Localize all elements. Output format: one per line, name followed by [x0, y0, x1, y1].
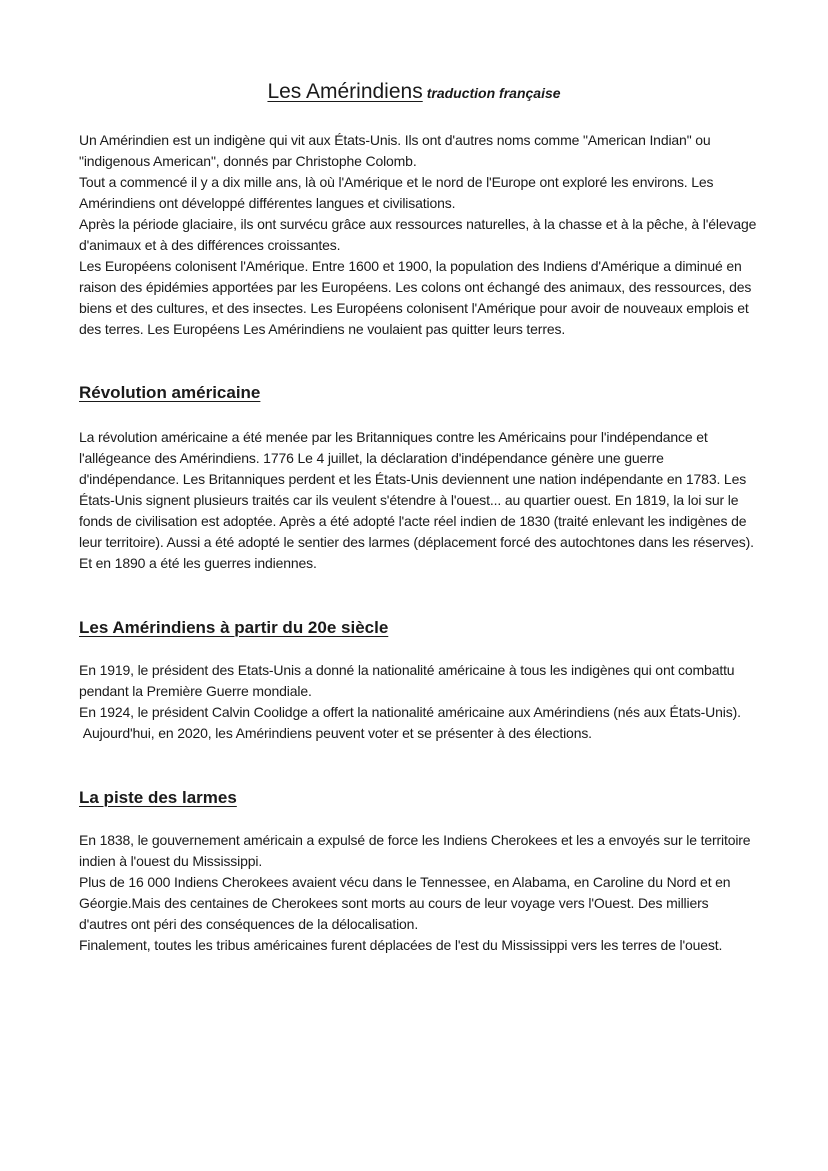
intro-block — [79, 130, 759, 340]
section-heading-20e-siecle: Les Amérindiens à partir du 20e siècle — [79, 618, 389, 637]
section-paragraph: La révolution américaine a été menée par les Britanniques contre les Américains pour l'indépendance et l'allégeance des Amérindiens. 1776 Le 4 juillet, la déclaration d'indépendance génère une guerre d'indépendance. Les Britanniques perdent et les États-Unis deviennent une nation indépendante en 1783. Les États-Unis signent plusieurs traités car ils veulent s'étendre à l'ouest... au quartier ouest. En 1819, la loi sur le fonds de civilisation est adoptée. Après a été adopté l'acte réel indien de 1830 (traité enlevant les indigènes de leur territoire). Aussi a été adopté le sentier des larmes (déplacement forcé des autochtones dans les réserves). Et en 1890 a été les guerres indiennes. — [79, 429, 754, 571]
intro-paragraph: Après la période glaciaire, ils ont survécu grâce aux ressources naturelles, à la chasse et à la pêche, à l'élevage d'animaux et à des différences croissantes. — [79, 216, 757, 253]
section-body-20e-siecle — [79, 660, 759, 744]
section-heading-block — [79, 382, 759, 404]
section-paragraph: En 1919, le président des Etats-Unis a donné la nationalité américaine à tous les indigènes qui ont combattu pendant la Première Guerre mondiale. — [79, 662, 735, 699]
section-paragraph: Finalement, toutes les tribus américaines furent déplacées de l'est du Mississippi vers les terres de l'ouest. — [79, 937, 723, 953]
document-subtitle: traduction française — [426, 85, 561, 101]
section-body-piste-des-larmes — [79, 830, 759, 956]
section-heading-block — [79, 787, 759, 809]
section-paragraph: En 1924, le président Calvin Coolidge a offert la nationalité américaine aux Amérindiens (nés aux États-Unis). — [79, 704, 741, 720]
intro-paragraph: Tout a commencé il y a dix mille ans, là où l'Amérique et le nord de l'Europe ont exploré les environs. Les Amérindiens ont développé différentes langues et civilisations. — [79, 174, 714, 211]
document-title: Les Amérindiens — [267, 80, 423, 103]
section-heading-revolution: Révolution américaine — [79, 383, 261, 402]
intro-paragraph: Les Européens colonisent l'Amérique. Entre 1600 et 1900, la population des Indiens d'Amérique a diminué en raison des épidémies apportées par les Européens. Les colons ont échangé des animaux, des ressources, des biens et des cultures, et des insectes. Les Européens colonisent l'Amérique pour avoir de nouveaux emplois et des terres. Les Européens Les Amérindiens ne voulaient pas quitter leurs terres. — [79, 258, 752, 337]
section-heading-piste-des-larmes: La piste des larmes — [79, 788, 237, 807]
intro-paragraph: Un Amérindien est un indigène qui vit aux États-Unis. Ils ont d'autres noms comme "American Indian" ou "indigenous American", donnés par Christophe Colomb. — [79, 132, 711, 169]
section-paragraph: Aujourd'hui, en 2020, les Amérindiens peuvent voter et se présenter à des élections. — [79, 725, 592, 741]
section-paragraph: En 1838, le gouvernement américain a expulsé de force les Indiens Cherokees et les a envoyés sur le territoire indien à l'ouest du Mississippi. — [79, 832, 751, 869]
section-body-revolution — [79, 427, 759, 574]
section-heading-block — [79, 617, 759, 639]
title-row — [0, 80, 828, 104]
section-paragraph: Plus de 16 000 Indiens Cherokees avaient vécu dans le Tennessee, en Alabama, en Caroline du Nord et en Géorgie.Mais des centaines de Cherokees sont morts au cours de leur voyage vers l'Ouest. Des milliers d'autres ont péri des conséquences de la délocalisation. — [79, 874, 731, 932]
